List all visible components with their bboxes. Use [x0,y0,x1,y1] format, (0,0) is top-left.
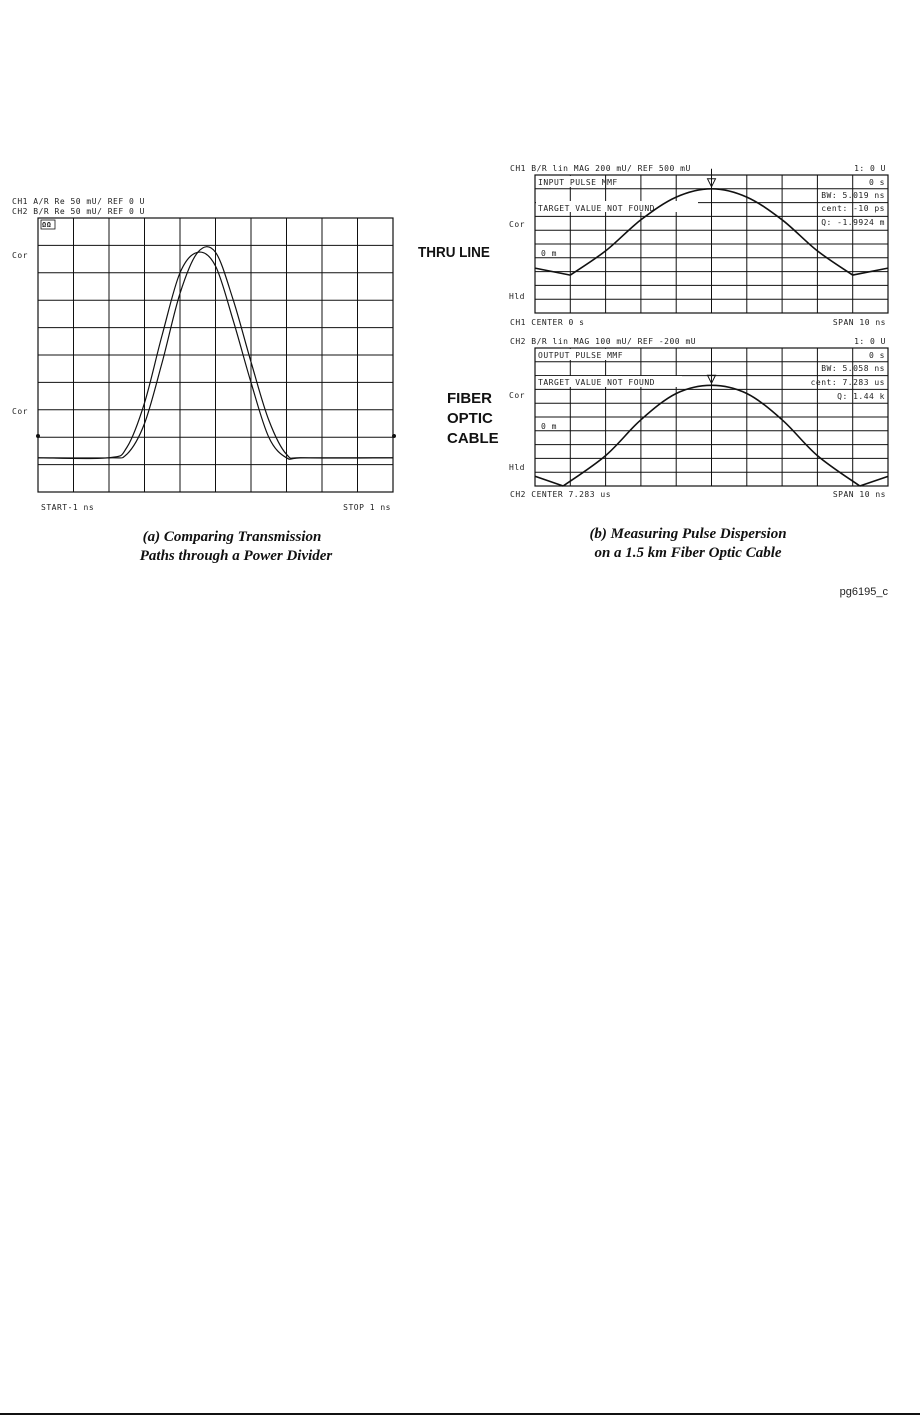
panel-b-top-left-label-1: Cor [509,220,525,229]
panel-b-top-left-label-2: Hld [509,292,525,301]
panel-a-right-marker [392,434,396,438]
page-bottom-rule [0,1413,920,1415]
panel-b-top [418,164,888,327]
panel-a-caption-line-2: Paths through a Power Divider [139,548,333,564]
panel-a-grid [38,218,393,492]
panel-b-top-readout-2: BW: 5.019 ns [821,191,885,200]
panel-b-top-annotation-2: TARGET VALUE NOT FOUND [538,204,655,213]
panel-b-top-footer-left: CH1 CENTER 0 s [510,318,585,327]
panel-b-bottom-readout-4: Q: 1.44 k [837,392,885,401]
panel-b-caption-line-1: (b) Measuring Pulse Dispersion [589,526,787,542]
panel-b-top-readout-1: 0 s [869,178,885,187]
panel-b-caption-line-2: on a 1.5 km Fiber Optic Cable [594,545,782,561]
panel-b-bottom-side-label-2: OPTIC [447,410,493,427]
panel-b-top-footer-right: SPAN 10 ns [832,318,886,327]
panel-b-top-header: CH1 B/R lin MAG 200 mU/ REF 500 mU [510,164,691,173]
panel-b-top-header-right: 1: 0 U [854,164,886,173]
panel-b-top-readout-3: cent: -10 ps [821,204,885,213]
panel-a-left-label-2: Cor [12,407,28,416]
panel-b-top-readout-4: Q: -1.9924 m [821,218,885,227]
panel-a-corner-badge: ΩΩ [42,221,52,229]
panel-b-bottom-header: CH2 B/R lin MAG 100 mU/ REF -200 mU [510,337,697,346]
panel-b-bottom-left-label-1: Cor [509,391,525,400]
panel-b-bottom-readout-2: BW: 5.058 ns [821,364,885,373]
panel-b-bottom-footer-left: CH2 CENTER 7.283 us [510,490,612,499]
panel-a-caption-line-1: (a) Comparing Transmission [142,529,322,545]
panel-b-bottom-annotation-2: TARGET VALUE NOT FOUND [538,378,655,387]
panel-a-start-label: START-1 ns [41,503,95,512]
panel-a-left-marker [36,434,40,438]
panel-b-bottom-footer-right: SPAN 10 ns [832,490,886,499]
panel-b-top-annotation-3: 0 m [541,249,557,258]
panel-b-bottom-left-label-2: Hld [509,463,525,472]
panel-b-bottom-readout-1: 0 s [869,351,885,360]
panel-b-bottom-annotation-1: OUTPUT PULSE MMF [538,351,624,360]
panel-a-header-line-2: CH2 B/R Re 50 mU/ REF 0 U [12,207,145,216]
panel-a-stop-label: STOP 1 ns [343,503,391,512]
panel-b-bottom [447,337,888,561]
panel-b-bottom-readout-3: cent: 7.283 us [810,378,885,387]
figure-id-label: pg6195_c [839,586,888,598]
panel-a-header-line-1: CH1 A/R Re 50 mU/ REF 0 U [12,197,145,206]
panel-a-left-label-1: Cor [12,251,28,260]
panel-b-bottom-side-label-3: CABLE [447,430,499,447]
panel-b-bottom-side-label-1: FIBER [447,390,492,407]
panel-a [12,197,396,564]
panel-b-top-annotation-1: INPUT PULSE MMF [538,178,618,187]
panel-b-top-side-label: THRU LINE [418,244,490,262]
panel-b-bottom-header-right: 1: 0 U [854,337,886,346]
panel-b-bottom-annotation-3: 0 m [541,422,557,431]
